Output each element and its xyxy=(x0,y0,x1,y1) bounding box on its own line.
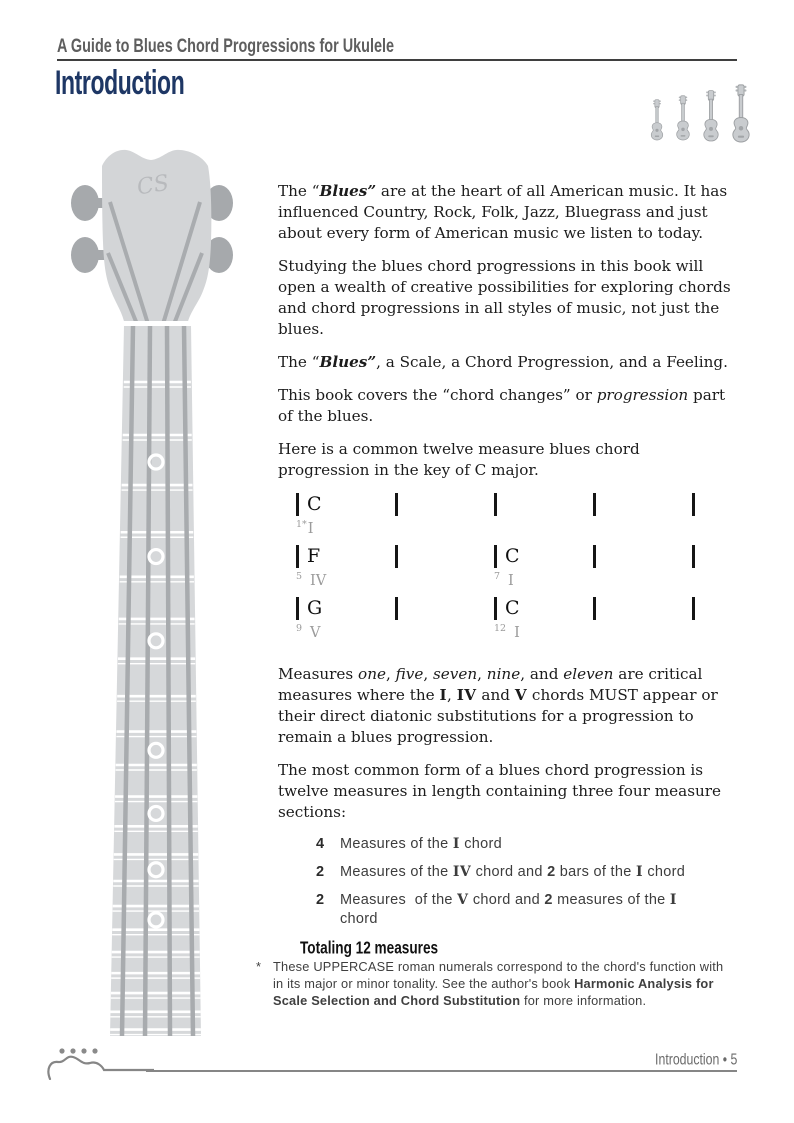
list-item xyxy=(316,835,732,854)
ukulele-neck-graphic xyxy=(60,140,240,1037)
bar-line xyxy=(593,545,596,568)
body-paragraphs xyxy=(278,664,732,823)
measure-cell xyxy=(395,545,494,570)
measure-label xyxy=(395,518,494,540)
paragraph: This book covers the “chord changes” or progression part of the blues. xyxy=(278,386,726,425)
measure-label xyxy=(395,570,494,592)
roman-numeral: I xyxy=(508,573,514,589)
chord-symbol: C xyxy=(505,597,520,619)
chord-symbol: F xyxy=(307,545,321,567)
bar-line xyxy=(692,545,695,568)
bar-line xyxy=(494,545,497,568)
paragraph: Measures one, five, seven, nine, and eleven are critical measures where the I, IV and V chords MUST appear or their direct diatonic substitutions for a progression to remain a blues progression. xyxy=(278,665,718,746)
footer-rule xyxy=(146,1070,737,1072)
measure-label xyxy=(593,570,692,592)
measure-number: 12 xyxy=(494,623,507,634)
footnote-marker: * xyxy=(256,959,262,974)
measure-cell xyxy=(296,493,395,518)
bar-line xyxy=(395,597,398,620)
paragraph: The “Blues”, a Scale, a Chord Progression, and a Feeling. xyxy=(278,353,728,371)
measure-label xyxy=(296,518,395,540)
main-content xyxy=(278,181,732,958)
guitar-outline-icon xyxy=(42,1040,154,1080)
bar-line xyxy=(593,597,596,620)
bar-line xyxy=(296,597,299,620)
bar-line xyxy=(494,493,497,516)
measure-number: 9 xyxy=(296,623,303,634)
measure-cell xyxy=(296,545,395,570)
measure-cell xyxy=(395,597,494,622)
measure-label xyxy=(395,622,494,644)
list-item-text: Measures of the V chord and 2 measures of the I chord xyxy=(340,892,677,927)
header-rule xyxy=(57,59,737,61)
bar-line xyxy=(296,493,299,516)
list-item xyxy=(316,863,732,882)
measure-label xyxy=(593,518,692,540)
totaling-label: Totaling 12 measures xyxy=(300,938,439,958)
footnote xyxy=(256,958,730,1009)
bar-line xyxy=(296,545,299,568)
measure-number: 7 xyxy=(494,571,501,582)
measure-label xyxy=(296,622,395,644)
chord-symbol: C xyxy=(505,545,520,567)
list-item-text: Measures of the I chord xyxy=(340,836,502,852)
measure-number: 1* xyxy=(296,519,307,530)
footnote-text: These UPPERCASE roman numerals correspond to the chord's function with in its major or minor tonality. See the author's book Harmonic Analysis for Scale Selection and Chord Substitution for more information. xyxy=(273,959,724,1008)
bar-line xyxy=(692,493,695,516)
page-title: Introduction xyxy=(55,63,185,102)
chart-row xyxy=(296,597,698,644)
list-item-number: 4 xyxy=(316,836,325,852)
chord-symbol: G xyxy=(307,597,323,619)
paragraph: The “Blues” are at the heart of all American music. It has influenced Country, Rock, Folk, Jazz, Bluegrass and just about every form of American music we listen to today. xyxy=(278,182,728,242)
measure-cell xyxy=(296,597,395,622)
roman-numeral: I xyxy=(307,521,314,537)
paragraph: Studying the blues chord progressions in this book will open a wealth of creative possibilities for exploring chords and chord progressions in all styles of music, not just the blues. xyxy=(278,257,731,338)
roman-numeral: I xyxy=(514,625,520,641)
bar-line xyxy=(593,493,596,516)
list-item-number: 2 xyxy=(316,864,325,880)
chart-row xyxy=(296,545,698,592)
chord-symbol: C xyxy=(307,493,322,515)
ukulele-family-icon xyxy=(646,74,752,144)
measure-cell xyxy=(593,545,692,570)
measure-cell xyxy=(593,493,692,518)
measure-cell xyxy=(593,597,692,622)
measure-list xyxy=(316,835,732,929)
bar-line xyxy=(395,545,398,568)
bar-line xyxy=(395,493,398,516)
measure-number: 5 xyxy=(296,571,303,582)
intro-paragraphs xyxy=(278,181,732,481)
measure-cell xyxy=(395,493,494,518)
measure-label xyxy=(494,570,593,592)
paragraph: Here is a common twelve measure blues chord progression in the key of C major. xyxy=(278,440,640,479)
measure-cell xyxy=(494,545,593,570)
list-item-text: Measures of the IV chord and 2 bars of the I chord xyxy=(340,864,686,880)
page-footer-label: Introduction • 5 xyxy=(654,1051,737,1069)
measure-label xyxy=(494,622,593,644)
bar-line xyxy=(494,597,497,620)
measure-cell xyxy=(494,493,593,518)
chart-row xyxy=(296,493,698,540)
measure-label xyxy=(296,570,395,592)
nut xyxy=(122,321,193,326)
measure-label xyxy=(494,518,593,540)
headstock-logo: CS xyxy=(135,170,171,201)
list-item-number: 2 xyxy=(316,892,325,908)
bar-line xyxy=(692,597,695,620)
roman-numeral: V xyxy=(310,625,321,641)
measure-label xyxy=(593,622,692,644)
roman-numeral: IV xyxy=(310,573,327,589)
measure-cell xyxy=(494,597,593,622)
list-item xyxy=(316,891,732,929)
paragraph: The most common form of a blues chord progression is twelve measures in length containing three four measure sections: xyxy=(278,761,722,821)
book-title: A Guide to Blues Chord Progressions for Ukulele xyxy=(57,34,395,57)
chord-chart xyxy=(296,493,698,644)
